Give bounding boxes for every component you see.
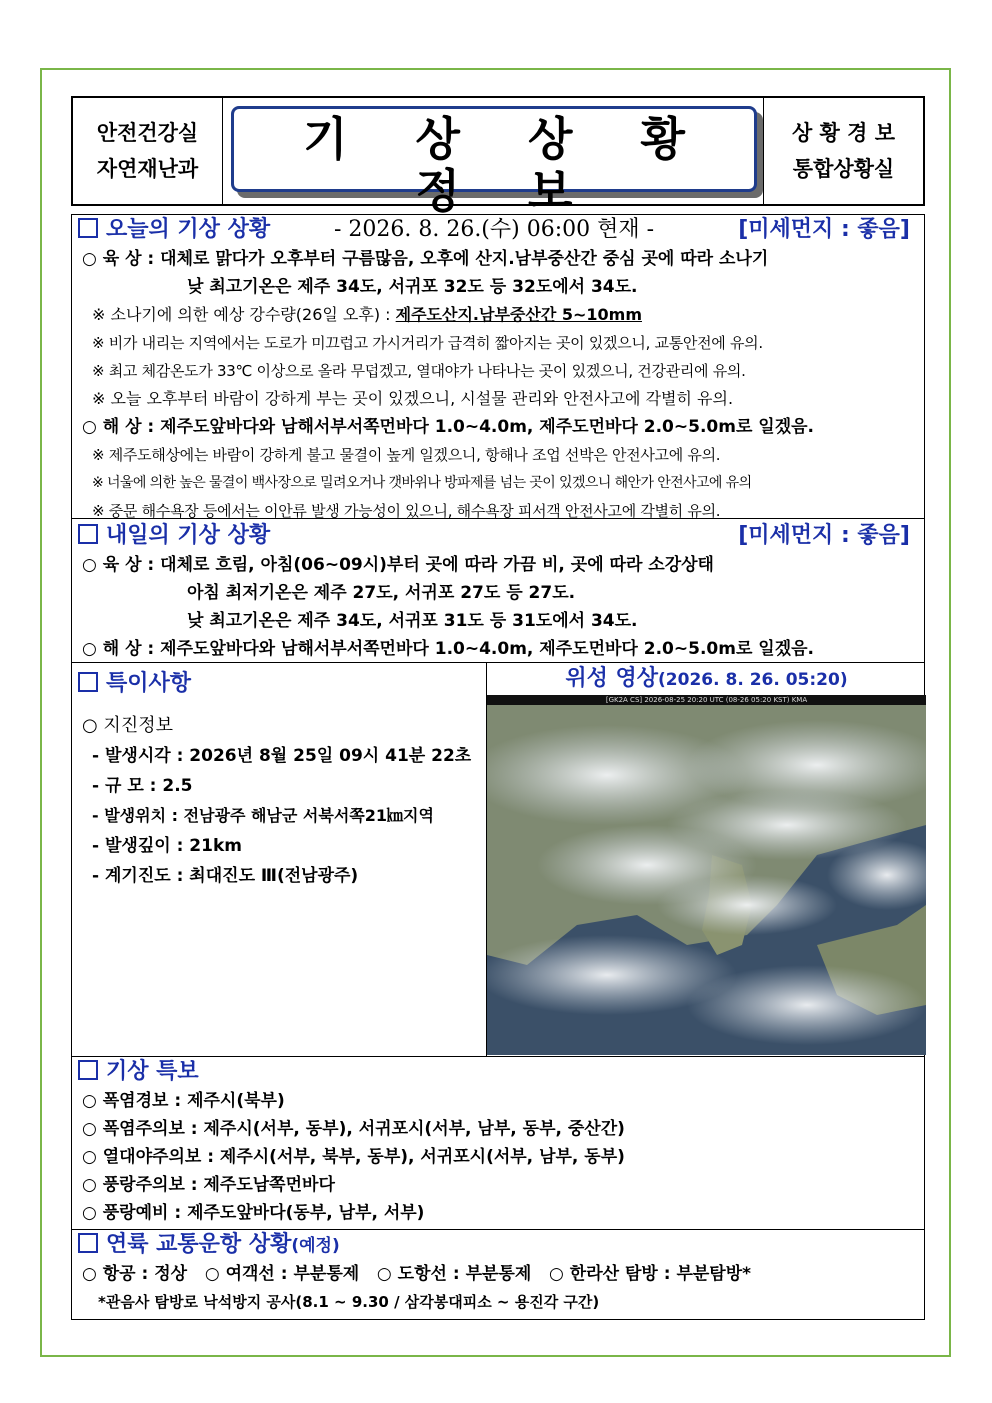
issuer-left-line1: 안전건강실 — [96, 121, 199, 145]
special-heading — [72, 669, 486, 699]
today-heading — [72, 215, 924, 245]
checkbox-square-icon — [78, 218, 98, 238]
report-date: - 2026. 8. 26.(수) 06:00 현재 - — [333, 217, 655, 242]
traffic-heading-text: 연륙 교통운항 상황 — [106, 1232, 292, 1257]
special-section — [71, 663, 925, 1057]
traffic-heading — [72, 1230, 924, 1260]
today-section — [71, 214, 925, 519]
tomorrow-heading — [72, 521, 924, 551]
traffic-footnote: *관음사 탐방로 낙석방지 공사(8.1 ~ 9.30 / 삼각봉대피소 ~ 용진각 구간) — [98, 1293, 600, 1311]
today-note-7: ※ 중문 해수욕장 등에서는 이안류 발생 가능성이 있으니, 해수욕장 피서객 안전사고에 각별히 유의. — [92, 502, 721, 520]
today-land-1: ○ 육 상 : 대체로 맑다가 오후부터 구름많음, 오후에 산지.남부중산간 중심 곳에 따라 소나기 — [82, 249, 769, 269]
checkbox-square-icon — [78, 1233, 98, 1253]
today-note-6: ※ 너울에 의한 높은 물결이 백사장으로 밀려오거나 갯바위나 방파제를 넘는 곳이 있겠으니 해안가 안전사고에 유의 — [92, 475, 752, 491]
quake-location: - 발생위치 : 전남광주 해남군 서북서쪽21㎞지역 — [92, 806, 434, 825]
issuer-right-line1: 상 황 경 보 — [791, 121, 896, 145]
satellite-panel — [487, 663, 926, 1056]
warning-item: ○ 폭염주의보 : 제주시(서부, 동부), 서귀포시(서부, 남부, 동부, 중산간) — [82, 1119, 625, 1139]
satellite-image — [487, 695, 926, 1055]
warning-item: ○ 풍랑주의보 : 제주도남쪽먼바다 — [82, 1175, 335, 1195]
warning-item: ○ 열대야주의보 : 제주시(서부, 북부, 동부), 서귀포시(서부, 남부, 동부) — [82, 1147, 625, 1167]
warning-item: ○ 폭염경보 : 제주시(북부) — [82, 1091, 285, 1111]
quake-time: - 발생시각 : 2026년 8월 25일 09시 41분 22초 — [92, 746, 472, 766]
satellite-title-text: 위성 영상 — [565, 666, 659, 691]
issuer-right-line2: 통합상황실 — [792, 157, 895, 181]
warnings-section — [71, 1057, 925, 1230]
satellite-map-graphic — [487, 705, 926, 1055]
tomorrow-land-1: ○ 육 상 : 대체로 흐림, 아침(06~09시)부터 곳에 따라 가끔 비, 곳에 따라 소강상태 — [82, 555, 714, 575]
traffic-section — [71, 1230, 925, 1320]
today-heading-text: 오늘의 기상 상황 — [106, 217, 271, 242]
title-box — [231, 106, 757, 242]
today-note-rain — [72, 301, 924, 329]
warnings-heading-text: 기상 특보 — [106, 1059, 199, 1084]
special-info — [72, 663, 487, 1056]
today-note-5: ※ 제주도해상에는 바람이 강하게 불고 물결이 높게 일겠으니, 항해나 조업 선박은 안전사고에 유의. — [92, 446, 721, 464]
tomorrow-land-3: 낮 최고기온은 제주 34도, 서귀포 31도 등 31도에서 34도. — [187, 611, 638, 631]
today-note-3: ※ 최고 체감온도가 33℃ 이상으로 올라 무덥겠고, 열대야가 나타나는 곳이 있겠으니, 건강관리에 유의. — [92, 362, 746, 380]
today-dust: [미세먼지 : 좋음] — [738, 217, 910, 242]
issuer-right — [763, 98, 923, 204]
today-note-rain-prefix: ※ 소나기에 의한 예상 강수량(26일 오후) : — [92, 305, 396, 324]
today-note-rain-value: 제주도산지.남부중산간 5~10mm — [395, 305, 642, 324]
tomorrow-sea-1: ○ 해 상 : 제주도앞바다와 남해서부서쪽먼바다 1.0~4.0m, 제주도먼바다 2.0~5.0m로 일겠음. — [82, 639, 815, 659]
tomorrow-section — [71, 519, 925, 663]
special-heading-text: 특이사항 — [106, 671, 192, 696]
traffic-status: ○ 항공 : 정상 ○ 여객선 : 부분통제 ○ 도항선 : 부분통제 ○ 한라산 탐방 : 부분탐방* — [82, 1264, 752, 1284]
today-sea-1: ○ 해 상 : 제주도앞바다와 남해서부서쪽먼바다 1.0~4.0m, 제주도먼바다 2.0~5.0m로 일겠음. — [82, 417, 815, 437]
today-land-2: 낮 최고기온은 제주 34도, 서귀포 32도 등 32도에서 34도. — [187, 277, 638, 297]
tomorrow-dust: [미세먼지 : 좋음] — [738, 523, 910, 548]
checkbox-square-icon — [78, 672, 98, 692]
checkbox-square-icon — [78, 1060, 98, 1080]
tomorrow-heading-text: 내일의 기상 상황 — [106, 523, 271, 548]
report-title: 기 상 상 황 정 보 — [303, 112, 711, 218]
quake-depth: - 발생깊이 : 21km — [92, 836, 242, 856]
satellite-time: (2026. 8. 26. 05:20) — [658, 670, 848, 690]
today-note-4: ※ 오늘 오후부터 바람이 강하게 부는 곳이 있겠으니, 시설물 관리와 안전사고에 각별히 유의. — [92, 389, 734, 408]
today-note-2: ※ 비가 내리는 지역에서는 도로가 미끄럽고 가시거리가 급격히 짧아지는 곳이 있겠으니, 교통안전에 유의. — [92, 334, 763, 352]
quake-scale: - 규 모 : 2.5 — [92, 776, 193, 796]
quake-intensity: - 계기진도 : 최대진도 Ⅲ(전남광주) — [92, 866, 359, 886]
issuer-left — [73, 98, 223, 204]
traffic-heading-suffix: (예정) — [291, 1236, 340, 1256]
checkbox-square-icon — [78, 524, 98, 544]
warning-item: ○ 풍랑예비 : 제주도앞바다(동부, 남부, 서부) — [82, 1203, 425, 1223]
tomorrow-land-2: 아침 최저기온은 제주 27도, 서귀포 27도 등 27도. — [187, 583, 576, 603]
satellite-title — [487, 663, 926, 695]
issuer-left-line2: 자연재난과 — [96, 157, 199, 181]
warnings-heading — [72, 1057, 924, 1087]
quake-title: ○ 지진정보 — [82, 715, 173, 736]
satellite-caption: [GK2A CS] 2026-08-25 20:20 UTC (08-26 05:20 KST) KMA — [487, 695, 926, 705]
